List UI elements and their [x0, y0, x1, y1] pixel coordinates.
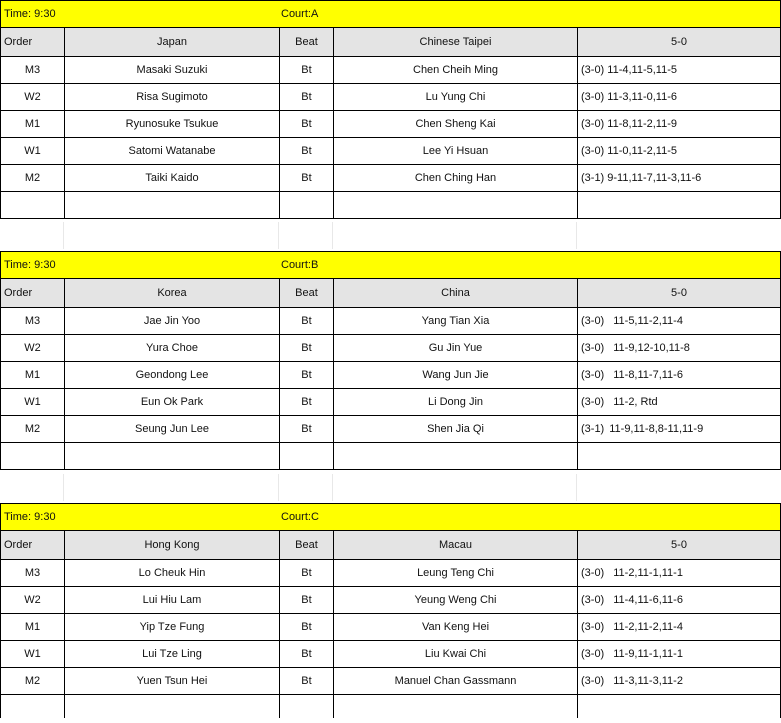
grid-line [63, 474, 64, 501]
score-text: (3-0) 11-4,11-5,11-5 [581, 64, 677, 76]
grid-line [278, 474, 279, 501]
score-cell [577, 111, 780, 137]
empty-cell [577, 443, 780, 469]
table-row [0, 83, 781, 110]
empty-row [0, 694, 781, 718]
score-cell [577, 389, 780, 415]
score-cell [577, 560, 780, 586]
empty-cell [333, 192, 577, 218]
court-label: Court:C [281, 511, 319, 523]
order-cell: M3 [24, 567, 41, 579]
beat-cell: Bt [279, 57, 333, 83]
score-sets: (3-0) [581, 648, 605, 660]
result-header: 5-0 [577, 531, 780, 559]
order-cell: W2 [24, 91, 41, 103]
score-text: (3-1) 9-11,11-7,11-3,11-6 [581, 172, 702, 184]
score-cell [577, 308, 780, 334]
beat-cell: Bt [279, 335, 333, 361]
order-header: Order [4, 36, 33, 48]
player-b-cell: Gu Jin Yue [333, 335, 577, 361]
player-a-cell: Satomi Watanabe [64, 138, 279, 164]
empty-cell [279, 192, 333, 218]
header-row [0, 27, 781, 56]
beat-cell: Bt [279, 641, 333, 667]
order-cell: M1 [24, 369, 41, 381]
player-b-cell: Chen Ching Han [333, 165, 577, 191]
table-row [0, 110, 781, 137]
result-header: 5-0 [577, 279, 780, 307]
table-row [0, 613, 781, 640]
score-sets: (3-1) [581, 423, 605, 435]
beat-cell: Bt [279, 587, 333, 613]
time-label: Time: 9:30 [4, 8, 56, 20]
table-row [0, 334, 781, 361]
score-cell [577, 416, 780, 442]
beat-cell: Bt [279, 668, 333, 694]
score-cell [577, 587, 780, 613]
beat-cell: Bt [279, 560, 333, 586]
header-row [0, 530, 781, 559]
score-text: (3-0) 11-3,11-0,11-6 [581, 91, 677, 103]
player-b-cell: Li Dong Jin [333, 389, 577, 415]
table-row [0, 640, 781, 667]
spacer-row [0, 222, 781, 249]
score-text: 11-3,11-3,11-2 [613, 675, 683, 687]
beat-cell: Bt [279, 389, 333, 415]
order-cell: W1 [24, 396, 41, 408]
table-row [0, 307, 781, 334]
table-row [0, 56, 781, 83]
score-text: 11-8,11-7,11-6 [613, 369, 683, 381]
player-b-cell: Lee Yi Hsuan [333, 138, 577, 164]
score-text: 11-2,11-2,11-4 [613, 621, 683, 633]
score-cell [577, 84, 780, 110]
beat-cell: Bt [279, 111, 333, 137]
grid-line [576, 474, 577, 501]
beat-header: Beat [279, 279, 333, 307]
score-text: 11-2, Rtd [613, 396, 658, 408]
score-sets: (3-0) [581, 315, 605, 327]
team-b-header: China [333, 279, 577, 307]
order-cell: W2 [24, 594, 41, 606]
beat-cell: Bt [279, 138, 333, 164]
player-b-cell: Yeung Weng Chi [333, 587, 577, 613]
table-row [0, 586, 781, 613]
score-cell [577, 614, 780, 640]
result-header: 5-0 [577, 28, 780, 56]
time-label: Time: 9:30 [4, 259, 56, 271]
player-a-cell: Seung Jun Lee [64, 416, 279, 442]
order-cell: M2 [24, 675, 41, 687]
table-row [0, 164, 781, 191]
table-row [0, 415, 781, 442]
time-row [0, 251, 781, 278]
player-a-cell: Lo Cheuk Hin [64, 560, 279, 586]
player-b-cell: Manuel Chan Gassmann [333, 668, 577, 694]
player-a-cell: Yip Tze Fung [64, 614, 279, 640]
table-row [0, 559, 781, 586]
empty-row [0, 442, 781, 470]
player-a-cell: Jae Jin Yoo [64, 308, 279, 334]
time-label: Time: 9:30 [4, 511, 56, 523]
player-a-cell: Eun Ok Park [64, 389, 279, 415]
time-row [0, 0, 781, 27]
player-a-cell: Lui Hiu Lam [64, 587, 279, 613]
player-a-cell: Risa Sugimoto [64, 84, 279, 110]
score-sets: (3-0) [581, 342, 605, 354]
score-sets: (3-0) [581, 396, 605, 408]
team-a-header: Korea [64, 279, 279, 307]
empty-cell [279, 443, 333, 469]
table-row [0, 137, 781, 164]
score-text: 11-2,11-1,11-1 [613, 567, 683, 579]
empty-row [0, 191, 781, 219]
team-b-header: Macau [333, 531, 577, 559]
grid-line [332, 474, 333, 501]
player-a-cell: Yuen Tsun Hei [64, 668, 279, 694]
player-b-cell: Shen Jia Qi [333, 416, 577, 442]
player-a-cell: Lui Tze Ling [64, 641, 279, 667]
score-text: 11-5,11-2,11-4 [613, 315, 683, 327]
court-block-a [0, 0, 781, 219]
score-text: 11-4,11-6,11-6 [613, 594, 683, 606]
score-cell [577, 57, 780, 83]
score-cell [577, 165, 780, 191]
score-sets: (3-0) [581, 621, 605, 633]
order-cell: M1 [24, 621, 41, 633]
score-sets: (3-0) [581, 675, 605, 687]
court-block-b [0, 251, 781, 470]
team-a-header: Hong Kong [64, 531, 279, 559]
order-cell: W1 [24, 145, 41, 157]
time-row [0, 503, 781, 530]
empty-cell [577, 192, 780, 218]
empty-cell [279, 695, 333, 718]
grid-line [63, 222, 64, 249]
player-a-cell: Taiki Kaido [64, 165, 279, 191]
player-b-cell: Liu Kwai Chi [333, 641, 577, 667]
beat-cell: Bt [279, 362, 333, 388]
score-cell [577, 138, 780, 164]
spacer-row [0, 474, 781, 501]
order-cell: M2 [24, 423, 41, 435]
player-b-cell: Chen Cheih Ming [333, 57, 577, 83]
score-text: (3-0) 11-0,11-2,11-5 [581, 145, 677, 157]
score-sets: (3-0) [581, 594, 605, 606]
order-cell: M1 [24, 118, 41, 130]
beat-header: Beat [279, 28, 333, 56]
score-text: 11-9,12-10,11-8 [613, 342, 690, 354]
order-cell: M3 [24, 64, 41, 76]
player-a-cell: Ryunosuke Tsukue [64, 111, 279, 137]
empty-cell [577, 695, 780, 718]
order-cell: W1 [24, 648, 41, 660]
order-header: Order [4, 539, 33, 551]
empty-cell [64, 192, 279, 218]
court-label: Court:A [281, 8, 319, 20]
player-a-cell: Yura Choe [64, 335, 279, 361]
empty-cell [64, 443, 279, 469]
header-row [0, 278, 781, 307]
beat-cell: Bt [279, 614, 333, 640]
empty-cell [333, 443, 577, 469]
beat-cell: Bt [279, 165, 333, 191]
score-text: 11-9,11-8,8-11,11-9 [609, 423, 704, 435]
player-b-cell: Yang Tian Xia [333, 308, 577, 334]
beat-cell: Bt [279, 308, 333, 334]
grid-line [278, 222, 279, 249]
table-row [0, 361, 781, 388]
table-row [0, 388, 781, 415]
score-cell [577, 335, 780, 361]
score-cell [577, 668, 780, 694]
beat-cell: Bt [279, 416, 333, 442]
player-b-cell: Leung Teng Chi [333, 560, 577, 586]
court-label: Court:B [281, 259, 319, 271]
player-a-cell: Geondong Lee [64, 362, 279, 388]
table-row [0, 667, 781, 694]
score-cell [577, 362, 780, 388]
empty-cell [333, 695, 577, 718]
score-text: 11-9,11-1,11-1 [613, 648, 683, 660]
team-a-header: Japan [64, 28, 279, 56]
score-sets: (3-0) [581, 567, 605, 579]
score-text: (3-0) 11-8,11-2,11-9 [581, 118, 677, 130]
player-b-cell: Van Keng Hei [333, 614, 577, 640]
player-a-cell: Masaki Suzuki [64, 57, 279, 83]
player-b-cell: Lu Yung Chi [333, 84, 577, 110]
order-cell: M2 [24, 172, 41, 184]
player-b-cell: Chen Sheng Kai [333, 111, 577, 137]
order-cell: M3 [24, 315, 41, 327]
grid-line [576, 222, 577, 249]
grid-line [332, 222, 333, 249]
player-b-cell: Wang Jun Jie [333, 362, 577, 388]
score-sets: (3-0) [581, 369, 605, 381]
beat-cell: Bt [279, 84, 333, 110]
order-header: Order [4, 287, 33, 299]
order-cell: W2 [24, 342, 41, 354]
court-block-c [0, 503, 781, 718]
team-b-header: Chinese Taipei [333, 28, 577, 56]
empty-cell [64, 695, 279, 718]
beat-header: Beat [279, 531, 333, 559]
score-cell [577, 641, 780, 667]
